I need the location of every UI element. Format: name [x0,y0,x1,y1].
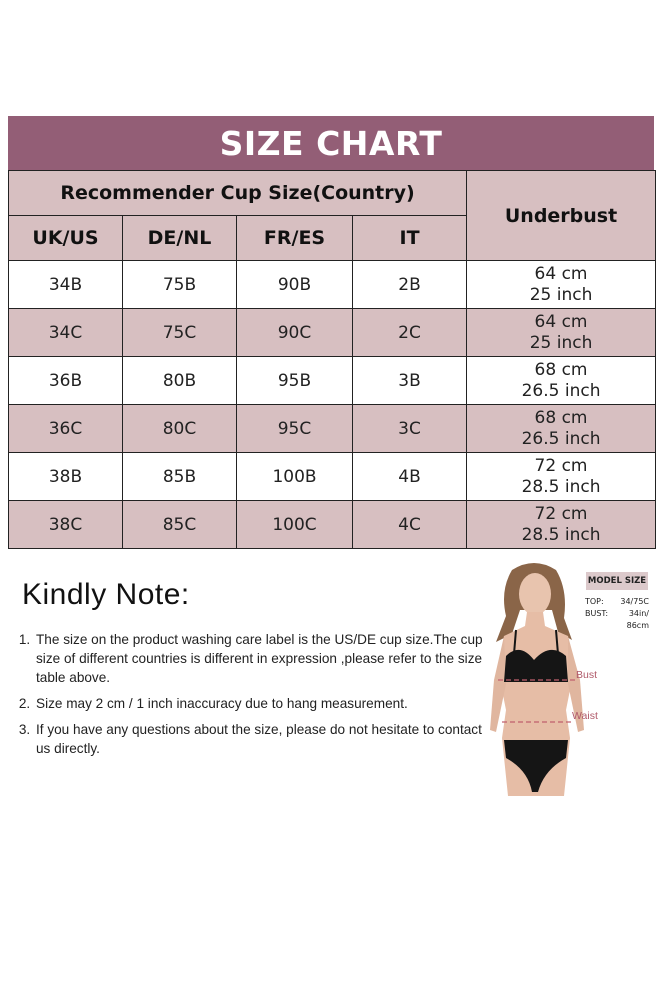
cell-underbust [467,261,656,309]
cell-underbust [467,405,656,453]
underbust-cm: 64 cm [534,263,588,284]
cell-uk-us: 34B [9,261,123,309]
cell-it: 2B [353,261,467,309]
cell-fr-es: 90B [237,261,353,309]
note-item: 2. Size may 2 cm / 1 inch inaccuracy due to hang measurement. [34,694,484,713]
cell-fr-es: 95C [237,405,353,453]
table-row [9,357,656,405]
underbust-cm: 72 cm [534,455,588,476]
table-row [9,501,656,549]
column-header: DE/NL [123,216,237,261]
table-row [9,453,656,501]
table-row [9,405,656,453]
cell-fr-es: 100B [237,453,353,501]
underbust-inch: 26.5 inch [521,380,601,401]
underbust-header: Underbust [467,171,656,261]
cell-uk-us: 38B [9,453,123,501]
cell-underbust [467,501,656,549]
model-info [585,596,649,632]
bust-value: 34in/ [628,609,649,618]
cell-fr-es: 90C [237,309,353,357]
top-value: 34/75C [620,597,649,606]
top-label: TOP: [585,597,604,606]
underbust-cm: 72 cm [534,503,588,524]
size-chart-title: SIZE CHART [8,116,654,170]
underbust-cm: 68 cm [534,359,588,380]
cell-de-nl: 85B [123,453,237,501]
note-item: 3. If you have any questions about the size, please do not hesitate to contact us directly. [34,720,484,758]
waist-marker-label: Waist [572,710,598,722]
note-item: 1. The size on the product washing care label is the US/DE cup size.The cup size of different countries is different in expression ,please refer to the size table above. [34,630,484,687]
column-header: FR/ES [237,216,353,261]
bust-marker-label: Bust [576,669,598,681]
notes-list [16,630,484,765]
cell-uk-us: 38C [9,501,123,549]
column-header: IT [353,216,467,261]
cell-it: 3B [353,357,467,405]
cell-it: 3C [353,405,467,453]
bust-label: BUST: [585,609,609,618]
cell-de-nl: 80B [123,357,237,405]
cell-de-nl: 75C [123,309,237,357]
group-header: Recommender Cup Size(Country) [9,171,467,216]
underbust-cm: 64 cm [534,311,588,332]
cell-de-nl: 75B [123,261,237,309]
cell-uk-us: 34C [9,309,123,357]
column-header: UK/US [9,216,123,261]
cell-fr-es: 100C [237,501,353,549]
underbust-inch: 28.5 inch [521,476,601,497]
bust-value-cont: 86cm [626,621,649,630]
cell-de-nl: 80C [123,405,237,453]
cell-de-nl: 85C [123,501,237,549]
underbust-inch: 25 inch [529,284,593,305]
cell-it: 4B [353,453,467,501]
cell-underbust [467,357,656,405]
size-table [8,170,656,549]
cell-it: 2C [353,309,467,357]
cell-it: 4C [353,501,467,549]
cell-fr-es: 95B [237,357,353,405]
underbust-cm: 68 cm [534,407,588,428]
underbust-inch: 28.5 inch [521,524,601,545]
table-row [9,309,656,357]
underbust-inch: 26.5 inch [521,428,601,449]
cell-underbust [467,309,656,357]
notes-title: Kindly Note: [22,578,190,611]
underbust-inch: 25 inch [529,332,593,353]
cell-uk-us: 36B [9,357,123,405]
model-size-badge: MODEL SIZE [586,572,648,590]
table-row [9,261,656,309]
cell-underbust [467,453,656,501]
cell-uk-us: 36C [9,405,123,453]
